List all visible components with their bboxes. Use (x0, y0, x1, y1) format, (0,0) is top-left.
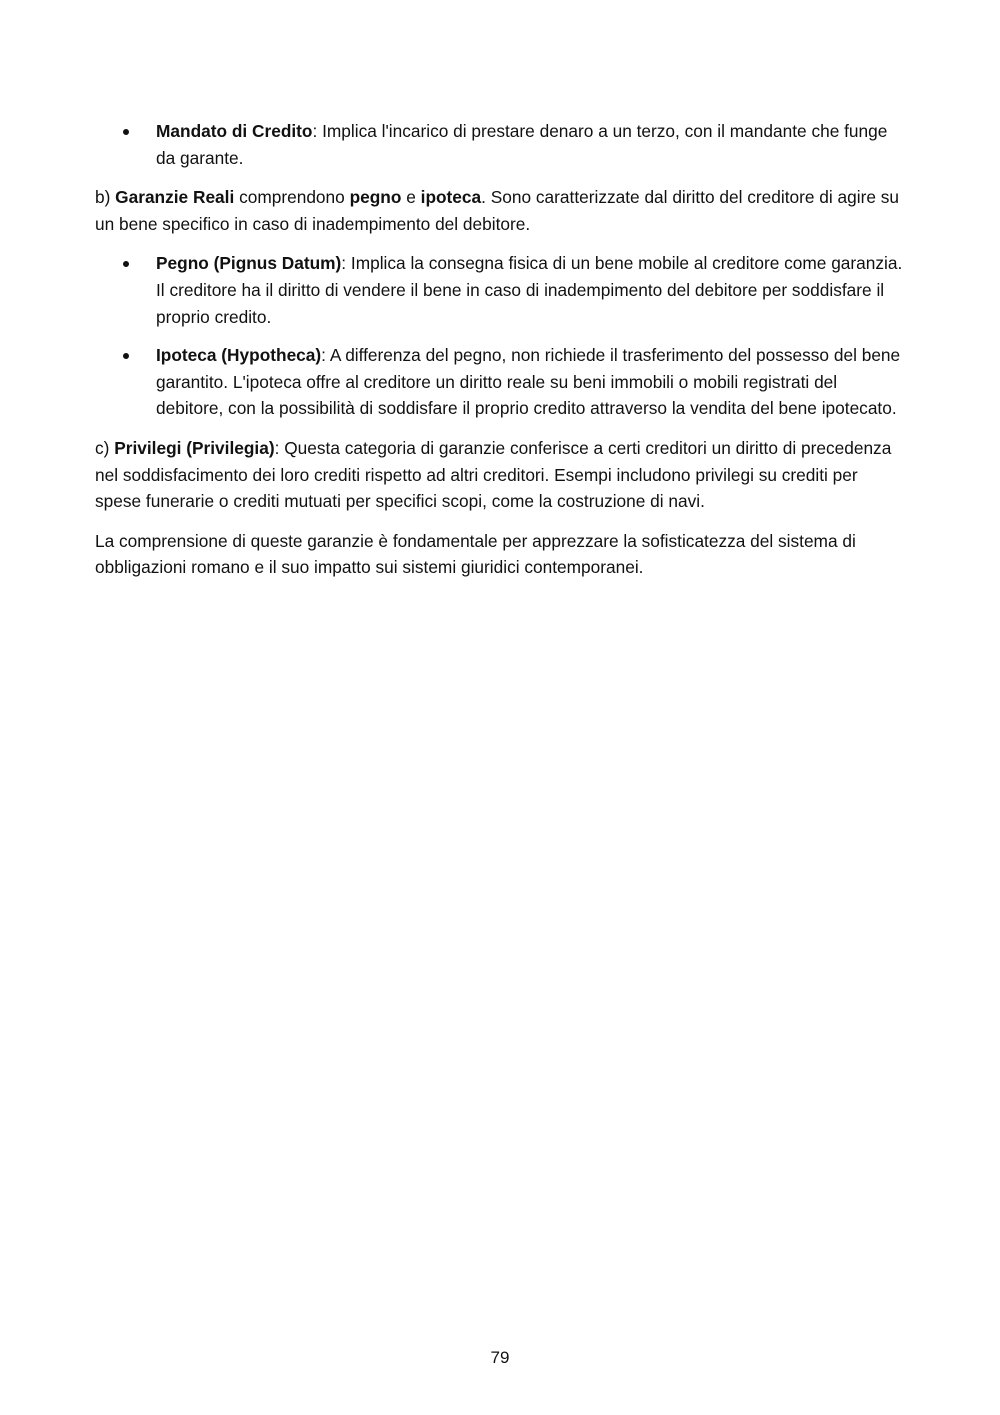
list-item-ipoteca (95, 342, 905, 422)
term-privilegi: Privilegi (Privilegia) (114, 437, 275, 458)
page-body (95, 118, 905, 594)
paragraph-text: . Sono caratterizzate dal diritto del creditore di agire su un bene specifico in caso di inadempimento del debitore. (95, 187, 900, 234)
paragraph-prefix: b) (95, 187, 116, 208)
term-pegno-pignus-datum: Pegno (Pignus Datum) (156, 253, 342, 274)
term-pegno: pegno (349, 187, 402, 208)
paragraph-prefix: c) (95, 437, 115, 458)
definition-text: : Implica la consegna fisica di un bene mobile al creditore come garanzia. Il creditore ha il diritto di vendere il bene in caso di inadempimento del debitore per soddisfare il proprio credito. (156, 253, 903, 327)
term-garanzie-reali: Garanzie Reali (115, 187, 235, 208)
paragraph-text: e (401, 187, 421, 208)
term-ipoteca-hypotheca: Ipoteca (Hypotheca) (156, 345, 322, 366)
definition-text: : Implica l'incarico di prestare denaro a un terzo, con il mandante che funge da garante. (156, 121, 888, 168)
bullet-list-personal-guarantees (95, 118, 905, 171)
page-number: 79 (490, 1348, 510, 1367)
list-item-pegno (95, 250, 905, 330)
bullet-list-real-guarantees (95, 250, 905, 422)
bullet-icon (123, 353, 129, 359)
paragraph-conclusion: La comprensione di queste garanzie è fondamentale per apprezzare la sofisticatezza del sistema di obbligazioni romano e il suo impatto sui sistemi giuridici contemporanei. (95, 530, 856, 578)
paragraph-privilegi (95, 435, 905, 515)
term-ipoteca: ipoteca (420, 187, 482, 208)
bullet-icon (123, 261, 129, 267)
term-mandato-di-credito: Mandato di Credito (156, 121, 313, 141)
paragraph-text: : Questa categoria di garanzie conferisce a certi creditori un diritto di precedenza nel soddisfacimento dei loro crediti rispetto ad altri creditori. Esempi includono privilegi su crediti per spese funerarie o crediti mutuati per specifici scopi, come la costruzione di navi. (95, 437, 892, 512)
paragraph-garanzie-reali (95, 184, 905, 237)
paragraph-text: comprendono (234, 187, 350, 208)
bullet-icon (123, 129, 129, 135)
list-item-mandato-di-credito (95, 118, 905, 171)
definition-text: : A differenza del pegno, non richiede il trasferimento del possesso del bene garantito. L'ipoteca offre al creditore un diritto reale su beni immobili o mobili registrati del debitore, con la possibilità di soddisfare il proprio credito attraverso la vendita del bene ipotecato. (156, 345, 901, 419)
